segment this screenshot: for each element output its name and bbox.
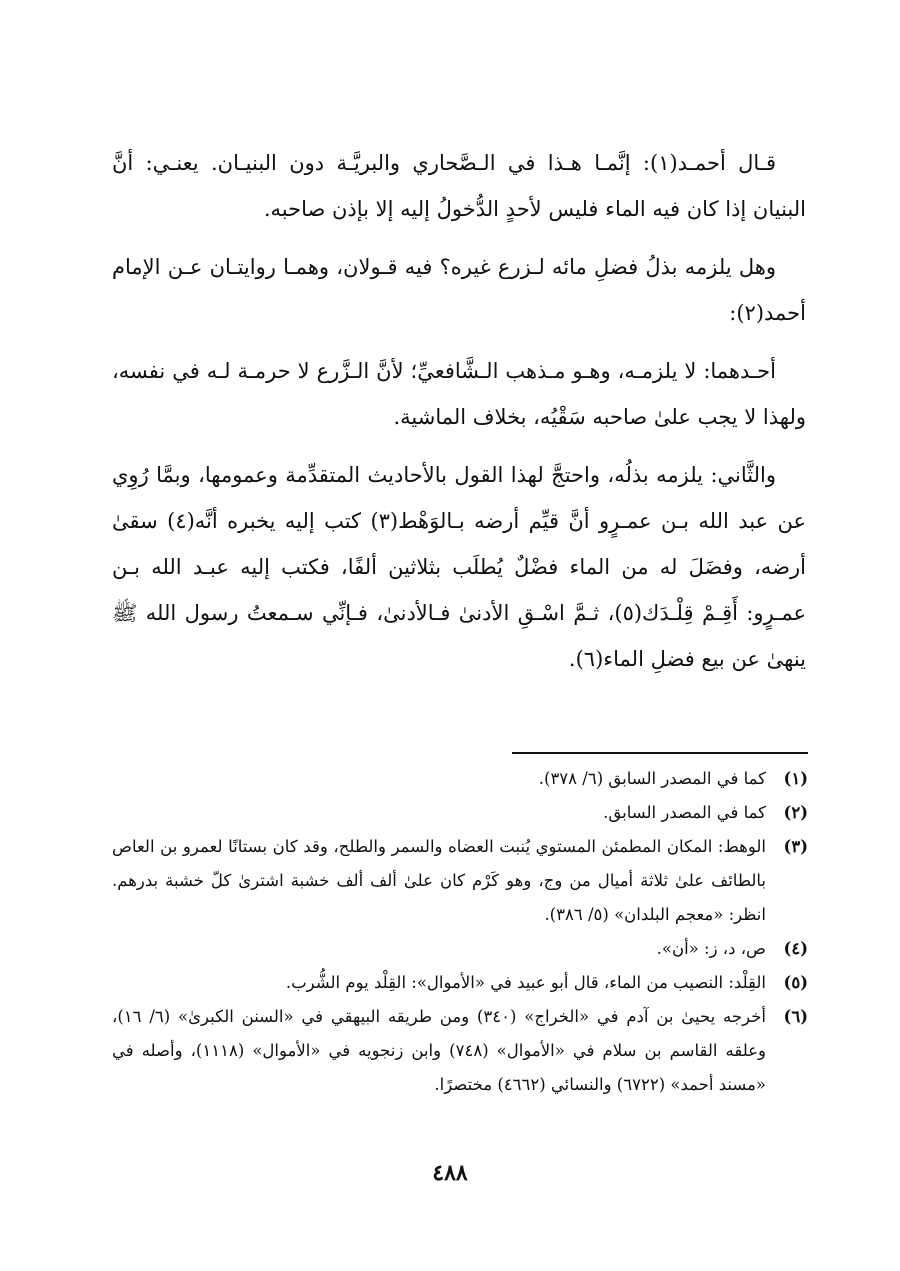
paragraph-2: وهل يلزمه بذلُ فضلِ مائه لـزرع غيره؟ فيه قـولان، وهمـا روايتـان عـن الإمام أحمد(٢):: [112, 255, 806, 325]
footnote-4: [112, 932, 808, 966]
footnote-2: [112, 796, 808, 830]
footnote-number: (١): [783, 769, 808, 788]
footnote-text: كما في المصدر السابق (٦/ ٣٧٨).: [538, 769, 766, 788]
footnote-3: [112, 830, 808, 932]
paragraph-1: قـال أحمـد(١): إنَّمـا هـذا في الـصَّحاري والبريَّـة دون البنيـان. يعنـي: أنَّ البنيان إذا كان فيه الماء فليس لأحدٍ الدُّخولُ إليه إلا بإذن صاحبه.: [112, 151, 806, 221]
footnote-6: [112, 1000, 808, 1102]
footnotes: [112, 762, 808, 1102]
paragraph-3: أحـدهما: لا يلزمـه، وهـو مـذهب الـشَّافعيِّ؛ لأنَّ الـزَّرع لا حرمـة لـه في نفسه، ولهذا لا يجب علىٰ صاحبه سَقْيُه، بخلاف الماشية.: [112, 359, 806, 429]
footnote-number: (٥): [783, 973, 808, 992]
paragraph-4: والثَّاني: يلزمه بذلُه، واحتجَّ لهذا القول بالأحاديث المتقدِّمة وعمومها، وبمَّا رُوِي عن عبد الله بـن عمـرٍو أنَّ قيِّم أرضه بـالوَهْط(٣) كتب إليه يخبره أنَّه(٤) سقىٰ أرضه، وفضَلَ له من الماء فضْلٌ يُطلَب بثلاثين ألفًا، فكتب إليه عبـد الله بـن عمـرٍو: أَقِـمْ قِلْـدَك(٥)، ثـمَّ اسْـقِ الأدنىٰ فـالأدنىٰ، فـإنِّي سـمعتُ رسول الله ﷺ ينهىٰ عن بيع فضلِ الماء(٦).: [112, 463, 807, 671]
footnote-divider: [512, 752, 808, 754]
footnote-text: كما في المصدر السابق.: [603, 803, 766, 822]
footnote-1: [112, 762, 808, 796]
footnote-number: (٤): [783, 939, 808, 958]
footnote-number: (٢): [783, 803, 808, 822]
main-text: [112, 140, 806, 694]
footnote-text: الوهط: المكان المطمئن المستوي يُنبت العضاه والسمر والطلح، وقد كان بستانًا لعمرو بن العاص بالطائف علىٰ ثلاثة أميال من وج، وهو كَرْم كان علىٰ ألف ألف خشبة اشترىٰ كلّ خشبة بدرهم. انظر: «معجم البلدان» (٥/ ٣٨٦).: [112, 837, 766, 924]
footnote-number: (٦): [783, 1007, 808, 1026]
footnote-5: [112, 966, 808, 1000]
page-number: ٤٨٨: [432, 1160, 468, 1186]
footnote-number: (٣): [783, 837, 808, 856]
footnote-text: أخرجه يحيىٰ بن آدم في «الخراج» (٣٤٠) ومن طريقه البيهقي في «السنن الكبرىٰ» (٦/ ١٦)، وعلقه القاسم بن سلام في «الأموال» (٧٤٨) وابن زنجويه في «الأموال» (١١١٨)، وأصله في «مسند أحمد» (٦٧٢٢) والنسائي (٤٦٦٢) مختصرًا.: [112, 1007, 766, 1094]
footnote-text: القِلْد: النصيب من الماء، قال أبو عبيد في «الأموال»: القِلْد يوم الشُّرب.: [285, 973, 766, 992]
footnote-text: ص، د، ز: «أن».: [656, 939, 766, 958]
